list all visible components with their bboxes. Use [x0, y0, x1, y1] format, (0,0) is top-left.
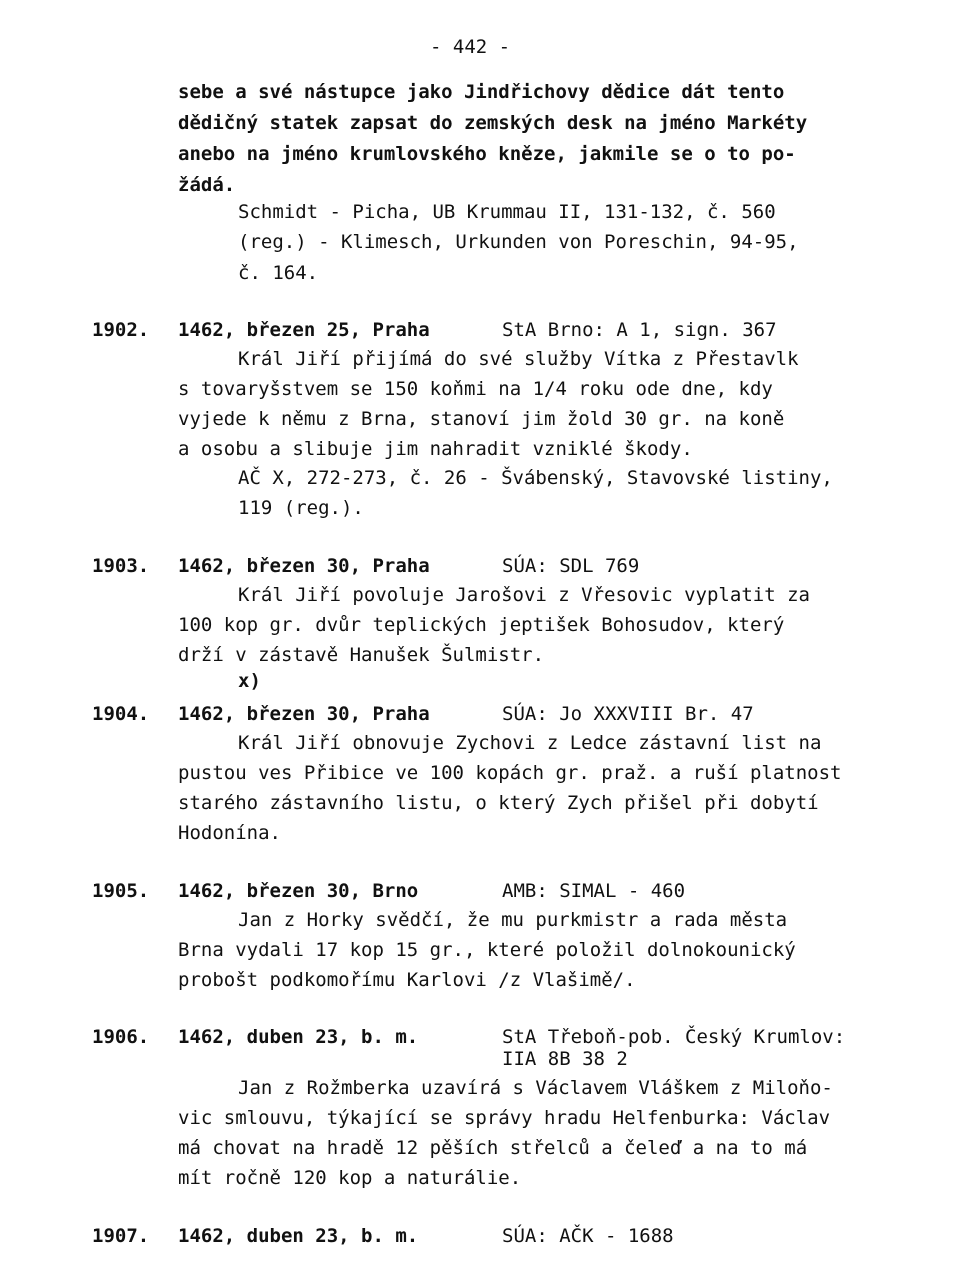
continuation-source: (reg.) - Klimesch, Urkunden von Poreschin, 94-95, — [238, 231, 799, 253]
entry-archive: StA Třeboň-pob. Český Krumlov: — [502, 1026, 846, 1048]
continuation-line: anebo na jméno krumlovského kněze, jakmile se o to po- — [178, 143, 796, 165]
entry-text-line: Král Jiří obnovuje Zychovi z Ledce zástavní list na — [238, 732, 822, 754]
entry-archive: StA Brno: A 1, sign. 367 — [502, 319, 777, 341]
entry-archive: IIA 8B 38 2 — [502, 1048, 628, 1070]
page-number: - 442 - — [430, 36, 511, 58]
continuation-line: žádá. — [178, 174, 236, 196]
entry-text-line: mít ročně 120 kop a naturálie. — [178, 1167, 522, 1189]
entry-header: 1462, březen 30, Brno — [178, 880, 419, 902]
entry-number: 1902. — [92, 319, 150, 341]
entry-number: 1903. — [92, 555, 150, 577]
entry-text-line: Jan z Horky svědčí, že mu purkmistr a rada města — [238, 909, 788, 931]
entry-text-line: drží v zástavě Hanušek Šulmistr. — [178, 644, 545, 666]
entry-source: 119 (reg.). — [238, 497, 364, 519]
continuation-line: dědičný statek zapsat do zemských desk na jméno Markéty — [178, 112, 808, 134]
entry-text-line: Jan z Rožmberka uzavírá s Václavem Vláškem z Miloňo- — [238, 1077, 833, 1099]
entry-header: 1462, duben 23, b. m. — [178, 1225, 419, 1247]
entry-header: 1462, duben 23, b. m. — [178, 1026, 419, 1048]
entry-text-line: probošt podkomořímu Karlovi /z Vlašimě/. — [178, 969, 636, 991]
entry-number: 1905. — [92, 880, 150, 902]
entry-text-line: 100 kop gr. dvůr teplických jeptišek Bohosudov, který — [178, 614, 785, 636]
entry-header: 1462, březen 30, Praha — [178, 703, 430, 725]
entry-text-line: vic smlouvu, týkající se správy hradu Helfenburka: Václav — [178, 1107, 831, 1129]
entry-archive: SÚA: SDL 769 — [502, 555, 640, 577]
entry-text-line: Král Jiří povoluje Jarošovi z Vřesovic vyplatit za — [238, 584, 810, 606]
continuation-source: Schmidt - Picha, UB Krummau II, 131-132, č. 560 — [238, 201, 776, 223]
entry-text-line: Hodonína. — [178, 822, 281, 844]
entry-text-line: starého zástavního listu, o který Zych přišel při dobytí — [178, 792, 819, 814]
entry-text-line: a osobu a slibuje jim nahradit vzniklé škody. — [178, 438, 693, 460]
entry-text-line: s tovaryšstvem se 150 koňmi na 1/4 roku ode dne, kdy — [178, 378, 773, 400]
continuation-line: sebe a své nástupce jako Jindřichovy dědice dát tento — [178, 81, 785, 103]
entry-text-line: má chovat na hradě 12 pěších střelců a čeleď a na to má — [178, 1137, 808, 1159]
entry-text-line: Brna vydali 17 kop 15 gr., které položil dolnokounický — [178, 939, 796, 961]
entry-archive: SÚA: AČK - 1688 — [502, 1225, 674, 1247]
continuation-source: č. 164. — [238, 262, 319, 284]
entry-header: 1462, březen 30, Praha — [178, 555, 430, 577]
entry-number: 1904. — [92, 703, 150, 725]
entry-source: AČ X, 272-273, č. 26 - Švábenský, Stavovské listiny, — [238, 467, 833, 489]
entry-text-line: vyjede k němu z Brna, stanoví jim žold 30 gr. na koně — [178, 408, 785, 430]
entry-number: 1907. — [92, 1225, 150, 1247]
entry-text-line: Král Jiří přijímá do své služby Vítka z Přestavlk — [238, 348, 799, 370]
entry-number: 1906. — [92, 1026, 150, 1048]
entry-note: x) — [238, 670, 261, 692]
entry-text-line: pustou ves Přibice ve 100 kopách gr. praž. a ruší platnost — [178, 762, 842, 784]
entry-header: 1462, březen 25, Praha — [178, 319, 430, 341]
entry-archive: AMB: SIMAL - 460 — [502, 880, 686, 902]
entry-archive: SÚA: Jo XXXVIII Br. 47 — [502, 703, 754, 725]
